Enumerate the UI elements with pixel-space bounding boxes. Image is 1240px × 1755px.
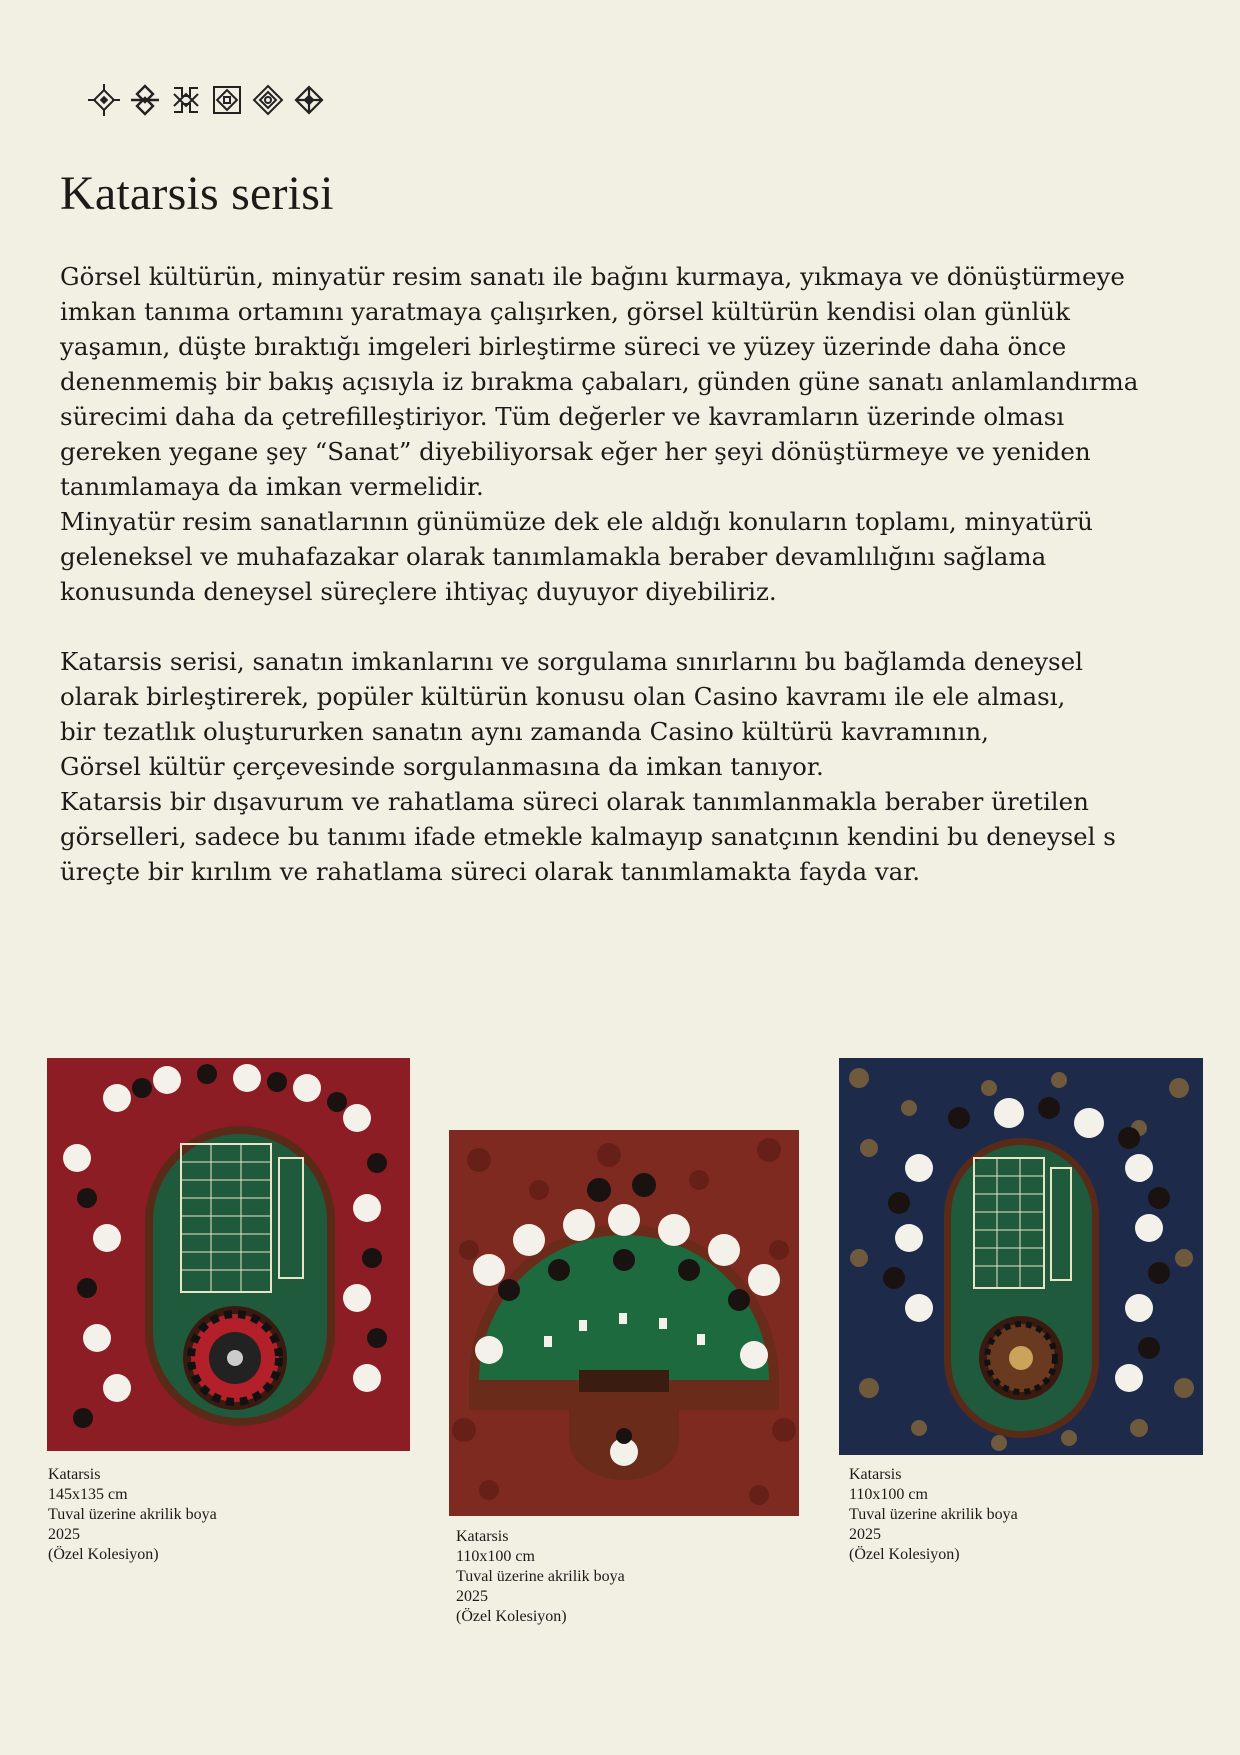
motif-1-icon: [88, 84, 120, 116]
motif-5-icon: [252, 84, 284, 116]
body-line: olarak birleştirerek, popüler kültürün konusu olan Casino kavramı ile ele alması,: [60, 682, 1066, 711]
body-line: yaşamın, düşte bıraktığı imgeleri birleştirme süreci ve yüzey üzerinde daha önce: [60, 332, 1067, 361]
body-line: imkan tanıma ortamını yaratmaya çalışırken, görsel kültürün kendisi olan günlük: [60, 297, 1070, 326]
artwork-1-caption: [48, 1465, 217, 1565]
motif-2-icon: [129, 84, 161, 116]
artwork-size: 110x100 cm: [849, 1486, 928, 1503]
body-line: Katarsis bir dışavurum ve rahatlama süreci olarak tanımlanmakla beraber üretilen: [60, 787, 1089, 816]
body-line: Görsel kültürün, minyatür resim sanatı ile bağını kurmaya, yıkmaya ve dönüştürmeye: [60, 262, 1125, 291]
artwork-title: Katarsis: [849, 1466, 902, 1483]
body-line: üreçte bir kırılım ve rahatlama süreci olarak tanımlamakta fayda var.: [60, 857, 921, 886]
artwork-year: 2025: [48, 1526, 80, 1543]
body-line: Katarsis serisi, sanatın imkanlarını ve sorgulama sınırlarını bu bağlamda deneysel: [60, 647, 1083, 676]
body-line: konusunda deneysel süreçlere ihtiyaç duyuyor diyebiliriz.: [60, 577, 777, 606]
artwork-2-painting: [449, 1130, 799, 1516]
body-line: geleneksel ve muhafazakar olarak tanımlamakla beraber devamlılığını sağlama: [60, 542, 1047, 571]
motif-6-icon: [293, 84, 325, 116]
body-line: denenmemiş bir bakış açısıyla iz bırakma çabaları, günden güne sanatı anlamlandırma: [60, 367, 1139, 396]
artwork-3-painting: [839, 1058, 1203, 1455]
artwork-medium: Tuval üzerine akrilik boya: [456, 1568, 625, 1585]
page-title: Katarsis serisi: [60, 167, 334, 220]
artwork-title: Katarsis: [48, 1466, 101, 1483]
body-line: sürecimi daha da çetrefilleştiriyor. Tüm değerler ve kavramların üzerinde olması: [60, 402, 1065, 431]
body-line: görselleri, sadece bu tanımı ifade etmekle kalmayıp sanatçının kendini bu deneysel s: [60, 822, 1116, 851]
artwork-note: (Özel Kolesiyon): [48, 1546, 159, 1563]
artwork-medium: Tuval üzerine akrilik boya: [849, 1506, 1018, 1523]
artwork-note: (Özel Kolesiyon): [849, 1546, 960, 1563]
body-line: gereken yegane şey “Sanat” diyebiliyorsak eğer her şeyi dönüştürmeye ve yeniden: [60, 437, 1091, 466]
artwork-title: Katarsis: [456, 1528, 509, 1545]
body-line: Minyatür resim sanatlarının günümüze dek ele aldığı konuların toplamı, minyatürü: [60, 507, 1093, 536]
artwork-1-painting: [47, 1058, 410, 1451]
body-line: bir tezatlık oluştururken sanatın aynı zamanda Casino kültürü kavramının,: [60, 717, 989, 746]
artwork-3-caption: [849, 1465, 1018, 1565]
artwork-size: 145x135 cm: [48, 1486, 128, 1503]
artwork-2-caption: [456, 1527, 625, 1627]
artwork-year: 2025: [456, 1588, 488, 1605]
motif-3-icon: [170, 84, 202, 116]
ornament-row: [88, 84, 325, 116]
artwork-year: 2025: [849, 1526, 881, 1543]
artwork-size: 110x100 cm: [456, 1548, 535, 1565]
body-text: [60, 259, 1190, 889]
artwork-note: (Özel Kolesiyon): [456, 1608, 567, 1625]
body-line: Görsel kültür çerçevesinde sorgulanmasına da imkan tanıyor.: [60, 752, 824, 781]
artwork-medium: Tuval üzerine akrilik boya: [48, 1506, 217, 1523]
body-line: tanımlamaya da imkan vermelidir.: [60, 472, 484, 501]
motif-4-icon: [211, 84, 243, 116]
